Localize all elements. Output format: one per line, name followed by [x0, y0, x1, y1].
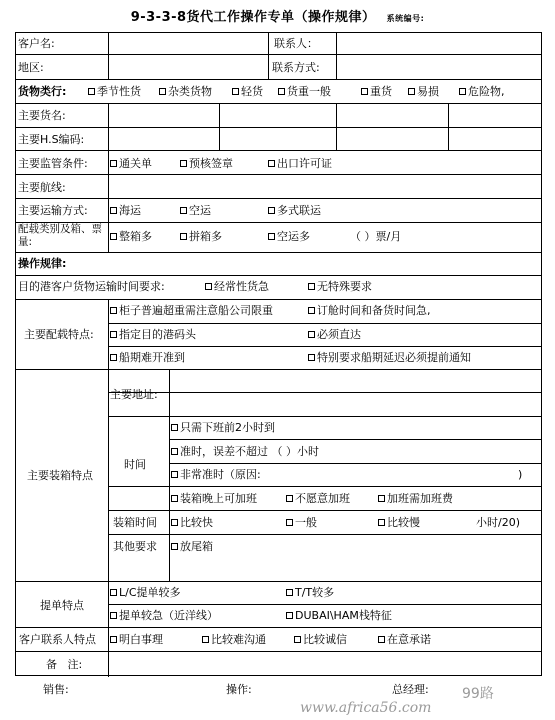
checkbox-icon — [110, 233, 117, 240]
rules-header: 操作规律: — [18, 257, 67, 270]
checkbox-icon — [308, 307, 315, 314]
checkbox-icon — [268, 233, 275, 240]
checkbox-icon — [171, 495, 178, 502]
time-option[interactable]: 准时，误差不超过 （ ）小时 — [171, 445, 319, 458]
stowage-option[interactable]: 整箱多 — [110, 230, 152, 243]
checkbox-icon — [171, 543, 178, 550]
stowage-option[interactable]: 拼箱多 — [180, 230, 222, 243]
loading-features-label: 主要装箱特点 — [27, 469, 93, 482]
stowage-feature-option[interactable]: 船期难开准到 — [110, 351, 185, 364]
stowage-feature-option[interactable]: 柜子普遍超重需注意船公司限重 — [110, 304, 273, 317]
cargo-option[interactable]: 季节性货 — [88, 85, 141, 98]
loading-time-option[interactable]: 比较快 — [171, 516, 213, 529]
stowage-option[interactable]: 空运多 — [268, 230, 310, 243]
checkbox-icon — [171, 448, 178, 455]
checkbox-icon — [159, 88, 166, 95]
supervision-option[interactable]: 通关单 — [110, 157, 152, 170]
main-goods-label: 主要货名: — [18, 109, 66, 122]
cargo-option[interactable]: 货重一般 — [278, 85, 331, 98]
checkbox-icon — [378, 495, 385, 502]
bl-option[interactable]: T/T较多 — [286, 586, 334, 599]
checkbox-icon — [378, 519, 385, 526]
dest-time-label: 目的港客户货物运输时间要求: — [18, 280, 165, 293]
watermark-url: www.africa56.com — [300, 700, 432, 716]
checkbox-icon — [202, 636, 209, 643]
form-title — [0, 6, 555, 25]
checkbox-icon — [110, 160, 117, 167]
sales-label: 销售: — [43, 683, 69, 696]
checkbox-icon — [459, 88, 466, 95]
watermark-logo: 99路 — [462, 686, 494, 702]
overtime-option[interactable]: 装箱晚上可加班 — [171, 492, 257, 505]
contact-method-label: 联系方式: — [272, 61, 320, 74]
overtime-option[interactable]: 加班需加班费 — [378, 492, 453, 505]
operation-form — [15, 32, 542, 676]
customer-name-label: 客户名: — [18, 37, 55, 50]
checkbox-icon — [110, 331, 117, 338]
cargo-option[interactable]: 易损 — [408, 85, 439, 98]
checkbox-icon — [180, 207, 187, 214]
stowage-feature-option[interactable]: 指定目的港码头 — [110, 328, 196, 341]
checkbox-icon — [361, 88, 368, 95]
supervision-label: 主要监管条件: — [18, 157, 88, 170]
customer-contact-option[interactable]: 比较难沟通 — [202, 633, 266, 646]
stowage-unit: （ ）票/月 — [350, 230, 402, 243]
other-req-option[interactable]: 放尾箱 — [171, 540, 213, 553]
loading-time-option[interactable]: 比较慢 — [378, 516, 420, 529]
region-label: 地区: — [18, 61, 44, 74]
checkbox-icon — [110, 636, 117, 643]
checkbox-icon — [232, 88, 239, 95]
checkbox-icon — [408, 88, 415, 95]
supervision-option[interactable]: 出口许可证 — [268, 157, 332, 170]
checkbox-icon — [286, 612, 293, 619]
main-address-label: 主要地址: — [110, 388, 158, 401]
checkbox-icon — [110, 612, 117, 619]
transport-option[interactable]: 空运 — [180, 204, 211, 217]
customer-contact-option[interactable]: 比较诚信 — [294, 633, 347, 646]
bl-option[interactable]: 提单较急（近洋线） — [110, 609, 218, 622]
manager-label: 总经理: — [392, 683, 429, 696]
time-label: 时间 — [124, 458, 146, 471]
checkbox-icon — [180, 233, 187, 240]
supervision-option[interactable]: 预核签章 — [180, 157, 233, 170]
cargo-option[interactable]: 重货 — [361, 85, 392, 98]
checkbox-icon — [171, 471, 178, 478]
checkbox-icon — [205, 283, 212, 290]
checkbox-icon — [180, 160, 187, 167]
transport-option[interactable]: 多式联运 — [268, 204, 321, 217]
checkbox-icon — [294, 636, 301, 643]
loading-time-label: 装箱时间 — [113, 516, 157, 529]
checkbox-icon — [308, 331, 315, 338]
dest-option[interactable]: 经常性货急 — [205, 280, 269, 293]
title-text: 9-3-3-8货代工作操作专单（操作规律） — [130, 10, 376, 25]
bl-label: 提单特点 — [40, 599, 84, 612]
cargo-option[interactable]: 杂类货物 — [159, 85, 212, 98]
other-req-label: 其他要求 — [113, 540, 157, 553]
time-option[interactable]: 非常准时（原因: — [171, 468, 261, 481]
transport-label: 主要运输方式: — [18, 204, 88, 217]
time-option[interactable]: 只需下班前2小时到 — [171, 421, 275, 434]
checkbox-icon — [286, 589, 293, 596]
checkbox-icon — [278, 88, 285, 95]
dest-option[interactable]: 无特殊要求 — [308, 280, 372, 293]
bl-option[interactable]: DUBAI\HAM栈特征 — [286, 609, 392, 622]
transport-option[interactable]: 海运 — [110, 204, 141, 217]
loading-time-option[interactable]: 一般 — [286, 516, 317, 529]
cargo-option[interactable]: 危险物, — [459, 85, 505, 98]
stowage-feature-option[interactable]: 订舱时间和备货时间急, — [308, 304, 431, 317]
loading-time-unit: 小时/20) — [476, 516, 520, 529]
checkbox-icon — [110, 589, 117, 596]
stowage-feature-option[interactable]: 必须直达 — [308, 328, 361, 341]
customer-contact-label: 客户联系人特点 — [19, 633, 96, 646]
checkbox-icon — [110, 207, 117, 214]
checkbox-icon — [110, 307, 117, 314]
overtime-option[interactable]: 不愿意加班 — [286, 492, 350, 505]
checkbox-icon — [286, 495, 293, 502]
system-no-label: 系统编号: — [386, 14, 425, 23]
checkbox-icon — [171, 424, 178, 431]
bl-option[interactable]: L/C提单较多 — [110, 586, 181, 599]
checkbox-icon — [378, 636, 385, 643]
cargo-type-label: 货物类行: — [18, 85, 67, 98]
cargo-option[interactable]: 轻货 — [232, 85, 263, 98]
stowage-features-label: 主要配载特点: — [24, 328, 94, 341]
time-close-paren: ) — [518, 468, 523, 481]
stowage-feature-option[interactable]: 特别要求船期延迟必须提前通知 — [308, 351, 471, 364]
customer-contact-option[interactable]: 明白事理 — [110, 633, 163, 646]
checkbox-icon — [308, 283, 315, 290]
contact-person-label: 联系人： — [274, 37, 318, 50]
checkbox-icon — [171, 519, 178, 526]
checkbox-icon — [286, 519, 293, 526]
hs-code-label: 主要H.S编码: — [18, 133, 85, 146]
customer-contact-option[interactable]: 在意承诺 — [378, 633, 431, 646]
route-label: 主要航线: — [18, 181, 66, 194]
checkbox-icon — [268, 160, 275, 167]
checkbox-icon — [268, 207, 275, 214]
operation-label: 操作: — [226, 683, 252, 696]
checkbox-icon — [308, 354, 315, 361]
remark-label: 备 注: — [46, 658, 83, 671]
checkbox-icon — [110, 354, 117, 361]
stowage-label: 配载类别及箱、票量: — [18, 223, 102, 248]
checkbox-icon — [88, 88, 95, 95]
